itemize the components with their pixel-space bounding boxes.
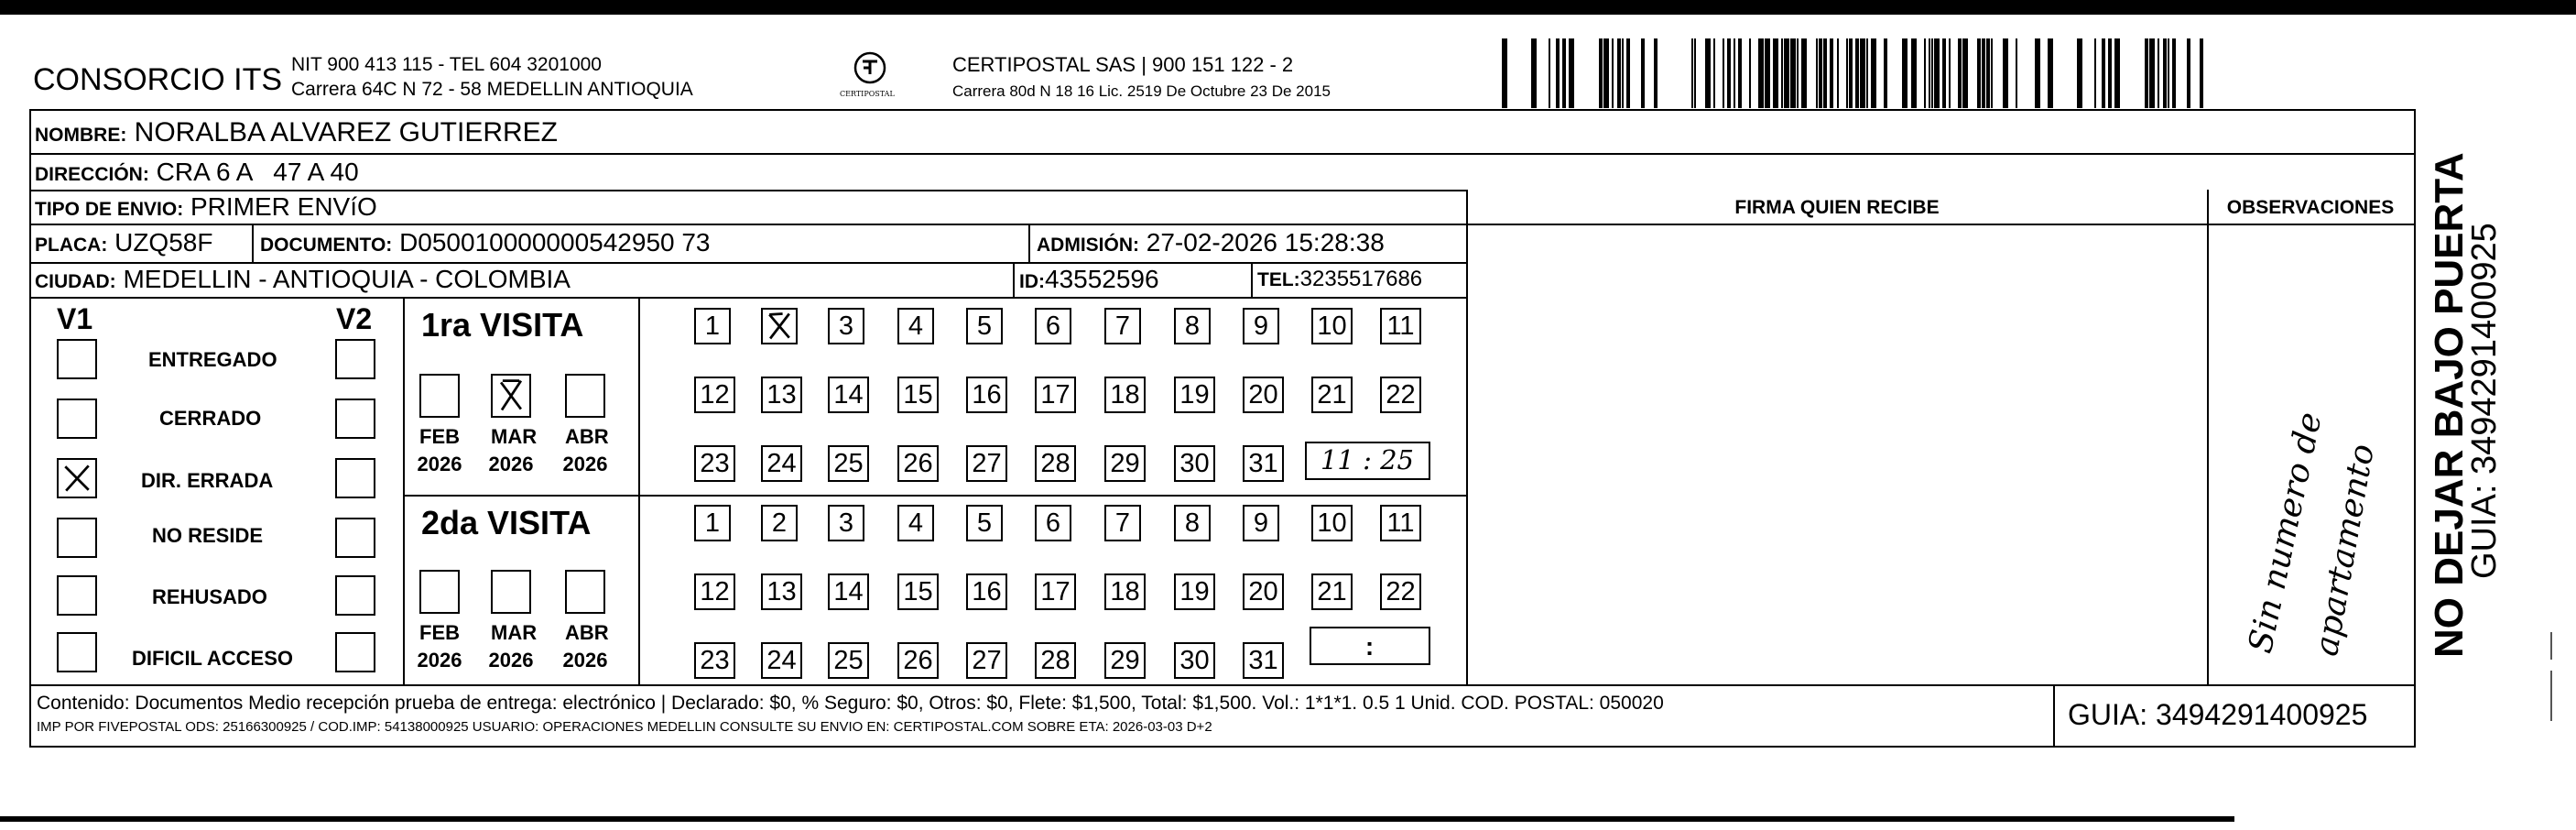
visit2-abr-checkbox[interactable] (565, 570, 605, 614)
visit1-mar-checkbox[interactable] (491, 374, 531, 418)
x-mark-icon (493, 376, 529, 416)
visit1-day-number: 5 (976, 311, 993, 341)
visit2-day-number: 25 (833, 645, 864, 675)
visit2-day-number: 23 (700, 645, 730, 675)
visit1-day-23-cell[interactable] (694, 445, 735, 482)
margin-tick (2550, 671, 2552, 721)
signature-area[interactable] (1469, 225, 2206, 683)
v1-entregado-checkbox[interactable] (57, 339, 97, 379)
visit2-day-21-cell[interactable] (1311, 573, 1353, 610)
visit-divider (403, 495, 1467, 497)
visit1-day-3-cell[interactable] (828, 308, 864, 344)
ciudad-cell (35, 267, 571, 292)
status-section-border (403, 297, 405, 685)
observaciones-note-line2: apartamento (2308, 441, 2382, 660)
form-top-border (29, 109, 2415, 111)
v1-label: V1 (57, 302, 93, 335)
visit1-day-2-cell[interactable] (761, 308, 798, 344)
visit2-day-number: 4 (908, 508, 924, 538)
visit2-day-number: 2 (771, 508, 788, 538)
logo-text: CERTIPOSTAL (840, 90, 895, 98)
tel-label: TEL: (1257, 269, 1300, 290)
status-rehusado-label: REHUSADO (152, 585, 267, 608)
visit2-mar-year: 2026 (488, 649, 534, 672)
v2-dificil-acceso-checkbox[interactable] (335, 632, 375, 672)
visit1-day-number: 14 (833, 379, 864, 410)
visit1-day-7-cell[interactable] (1104, 308, 1141, 344)
v2-cerrado-checkbox[interactable] (335, 399, 375, 439)
tipo-envio-row (35, 194, 377, 220)
visit1-day-24-cell[interactable] (761, 445, 802, 482)
visit2-day-number: 30 (1179, 645, 1210, 675)
footer-guia-border (2053, 684, 2055, 747)
visit1-day-28-cell[interactable] (1035, 445, 1076, 482)
visit1-day-number: 28 (1040, 448, 1071, 478)
visit2-day-25-cell[interactable] (828, 642, 869, 679)
ciudad-value: MEDELLIN - ANTIOQUIA - COLOMBIA (123, 265, 571, 293)
visit1-day-number: 31 (1248, 448, 1278, 478)
visit1-day-number: 17 (1040, 379, 1071, 410)
visit1-day-number: 20 (1248, 379, 1278, 410)
observaciones-note-line1: Sin numero de (2242, 409, 2330, 657)
status-entregado-label: ENTREGADO (148, 348, 277, 371)
visit1-day-16-cell[interactable] (966, 377, 1007, 413)
visit2-day-2-cell[interactable] (761, 505, 798, 541)
visit1-day-18-cell[interactable] (1104, 377, 1146, 413)
visit2-day-number: 27 (972, 645, 1002, 675)
visit2-day-6-cell[interactable] (1035, 505, 1071, 541)
visit1-day-number: 30 (1179, 448, 1210, 478)
visit2-day-15-cell[interactable] (897, 573, 939, 610)
status-cerrado-label: CERRADO (159, 407, 262, 430)
cell-separator (1251, 262, 1253, 298)
visit2-day-number: 12 (700, 576, 730, 606)
visit1-day-number: 21 (1317, 379, 1347, 410)
admision-label: ADMISIÓN: (1037, 235, 1139, 256)
visit1-day-20-cell[interactable] (1243, 377, 1284, 413)
id-cell (1019, 267, 1159, 292)
visit2-day-number: 22 (1386, 576, 1416, 606)
v1-dir-errada-checkbox[interactable] (57, 458, 97, 498)
form-left-border (29, 109, 31, 747)
admision-cell (1037, 230, 1385, 256)
visit1-day-number: 15 (903, 379, 933, 410)
visit1-day-19-cell[interactable] (1174, 377, 1215, 413)
certipostal-logo (838, 48, 902, 104)
visit2-day-number: 1 (704, 508, 721, 538)
certipostal-address: Carrera 80d N 18 16 Lic. 2519 De Octubre 23 De 2015 (952, 82, 1331, 100)
visit1-day-number: 22 (1386, 379, 1416, 410)
visit2-day-number: 20 (1248, 576, 1278, 606)
visit1-day-27-cell[interactable] (966, 445, 1007, 482)
visit1-day-10-cell[interactable] (1311, 308, 1353, 344)
visit-section-border (638, 297, 640, 685)
visit2-day-1-cell[interactable] (694, 505, 731, 541)
visit1-day-number: 1 (704, 311, 721, 341)
status-dir-errada-label: DIR. ERRADA (141, 469, 274, 492)
v1-rehusado-checkbox[interactable] (57, 575, 97, 616)
visit2-day-13-cell[interactable] (761, 573, 802, 610)
visit1-abr-checkbox[interactable] (565, 374, 605, 418)
visit2-day-16-cell[interactable] (966, 573, 1007, 610)
row-divider (29, 190, 1467, 191)
visit1-feb-year: 2026 (417, 453, 462, 475)
firma-header: FIRMA QUIEN RECIBE (1734, 197, 1940, 218)
visit2-day-number: 6 (1045, 508, 1061, 538)
visit2-feb-label: FEB (419, 621, 460, 644)
status-dificil-acceso-label: DIFICIL ACCESO (132, 647, 294, 670)
visit2-day-19-cell[interactable] (1174, 573, 1215, 610)
cell-separator (252, 224, 254, 263)
visit1-day-number: 18 (1110, 379, 1140, 410)
visit1-day-number: 4 (908, 311, 924, 341)
visit2-day-number: 9 (1253, 508, 1269, 538)
visit1-day-number: 24 (766, 448, 797, 478)
visit2-mar-checkbox[interactable] (491, 570, 531, 614)
visit2-day-number: 11 (1386, 508, 1415, 538)
company-nit: NIT 900 413 115 - TEL 604 3201000 (291, 54, 602, 75)
visit2-day-4-cell[interactable] (897, 505, 934, 541)
certipostal-info: CERTIPOSTAL SAS | 900 151 122 - 2 (952, 53, 1294, 76)
visit1-day-number: 8 (1184, 311, 1201, 341)
visit1-day-25-cell[interactable] (828, 445, 869, 482)
cell-separator (1028, 224, 1030, 263)
visit1-time-box[interactable] (1305, 442, 1430, 480)
company-address: Carrera 64C N 72 - 58 MEDELLIN ANTIOQUIA (291, 79, 693, 100)
visit2-day-29-cell[interactable] (1104, 642, 1146, 679)
visit1-day-number: 12 (700, 379, 730, 410)
visit1-day-11-cell[interactable] (1380, 308, 1421, 344)
v2-rehusado-checkbox[interactable] (335, 575, 375, 616)
visit1-mar-label: MAR (491, 425, 538, 448)
no-dejar-bajo-puerta-warning: NO DEJAR BAJO PUERTA (2427, 152, 2472, 658)
visit1-day-number: 13 (766, 379, 797, 410)
status-no-reside-label: NO RESIDE (152, 524, 264, 547)
v1-dificil-acceso-checkbox[interactable] (57, 632, 97, 672)
visit1-feb-checkbox[interactable] (419, 374, 460, 418)
firma-left-border (1466, 190, 1468, 685)
visit1-day-number: 9 (1253, 311, 1269, 341)
tel-value: 3235517686 (1299, 267, 1423, 291)
v1-cerrado-checkbox[interactable] (57, 399, 97, 439)
visit1-day-number: 3 (838, 311, 854, 341)
barcode (1502, 38, 2234, 108)
tel-cell (1257, 268, 1422, 290)
visit2-day-28-cell[interactable] (1035, 642, 1076, 679)
visit1-day-4-cell[interactable] (897, 308, 934, 344)
visit1-day-15-cell[interactable] (897, 377, 939, 413)
visit1-day-29-cell[interactable] (1104, 445, 1146, 482)
visit2-day-17-cell[interactable] (1035, 573, 1076, 610)
visit2-day-11-cell[interactable] (1380, 505, 1421, 541)
v1-no-reside-checkbox[interactable] (57, 518, 97, 558)
x-mark-icon (763, 310, 796, 343)
visit2-day-number: 3 (838, 508, 854, 538)
visit1-day-14-cell[interactable] (828, 377, 869, 413)
direccion-value: CRA 6 A 47 A 40 (156, 158, 359, 186)
v2-entregado-checkbox[interactable] (335, 339, 375, 379)
tipo-envio-value: PRIMER ENVíO (190, 192, 377, 221)
visit1-title: 1ra VISITA (421, 306, 584, 344)
form-right-border (2414, 109, 2416, 747)
ciudad-label: CIUDAD: (35, 271, 116, 292)
visit2-abr-label: ABR (565, 621, 609, 644)
nombre-row (35, 119, 558, 147)
visit2-day-number: 10 (1317, 508, 1347, 538)
visit1-day-31-cell[interactable] (1243, 445, 1284, 482)
admision-value: 27-02-2026 15:28:38 (1146, 228, 1385, 257)
visit2-feb-checkbox[interactable] (419, 570, 460, 614)
footer-guia: GUIA: 3494291400925 (2068, 698, 2368, 731)
visit2-day-8-cell[interactable] (1174, 505, 1211, 541)
visit2-day-10-cell[interactable] (1311, 505, 1353, 541)
footer-divider (29, 684, 2415, 686)
side-guia: GUIA: 3494291400925 (2465, 223, 2504, 579)
visit2-day-number: 31 (1248, 645, 1278, 675)
visit2-day-5-cell[interactable] (966, 505, 1003, 541)
visit1-day-17-cell[interactable] (1035, 377, 1076, 413)
footer-contenido: Contenido: Documentos Medio recepción prueba de entrega: electrónico | Declarado: $0, % Seguro: $0, Otros: $0, Flete: $1,500, Total: $1,500. Vol.: 1*1*1. 0.5 1 Unid. COD. POSTAL: 050020 (37, 693, 1664, 714)
tipo-envio-label: TIPO DE ENVIO: (35, 199, 184, 220)
visit1-day-number: 7 (1114, 311, 1131, 341)
visit1-mar-year: 2026 (488, 453, 534, 475)
observaciones-left-border (2207, 190, 2209, 685)
visit1-day-21-cell[interactable] (1311, 377, 1353, 413)
visit2-day-number: 5 (976, 508, 993, 538)
visit1-day-5-cell[interactable] (966, 308, 1003, 344)
margin-tick (2550, 632, 2552, 660)
visit2-day-number: 26 (903, 645, 933, 675)
visit2-day-number: 28 (1040, 645, 1071, 675)
visit1-day-8-cell[interactable] (1174, 308, 1211, 344)
visit1-day-13-cell[interactable] (761, 377, 802, 413)
visit2-day-number: 21 (1317, 576, 1347, 606)
visit1-day-12-cell[interactable] (694, 377, 735, 413)
visit1-day-number: 10 (1317, 311, 1347, 341)
nombre-label: NOMBRE: (35, 125, 127, 146)
visit2-day-26-cell[interactable] (897, 642, 939, 679)
visit2-day-24-cell[interactable] (761, 642, 802, 679)
visit2-mar-label: MAR (491, 621, 538, 644)
visit2-day-number: 13 (766, 576, 797, 606)
visit1-day-number: 16 (972, 379, 1002, 410)
visit2-day-number: 17 (1040, 576, 1071, 606)
visit1-day-number: 23 (700, 448, 730, 478)
footer-imp: IMP POR FIVEPOSTAL ODS: 25166300925 / COD.IMP: 54138000925 USUARIO: OPERACIONES MEDELLIN CONSULTE SU ENVIO EN: CERTIPOSTAL.COM SOBRE ETA: 2026-03-03 D+2 (37, 719, 1212, 735)
visit1-day-9-cell[interactable] (1243, 308, 1279, 344)
documento-label: DOCUMENTO: (260, 235, 393, 256)
visit2-title: 2da VISITA (421, 504, 592, 541)
visit2-day-9-cell[interactable] (1243, 505, 1279, 541)
visit2-feb-year: 2026 (417, 649, 462, 672)
visit1-day-number: 25 (833, 448, 864, 478)
visit2-day-number: 16 (972, 576, 1002, 606)
visit1-time-value: 11 : 25 (1320, 444, 1414, 475)
visit2-day-27-cell[interactable] (966, 642, 1007, 679)
visit1-day-number: 27 (972, 448, 1002, 478)
visit1-day-6-cell[interactable] (1035, 308, 1071, 344)
visit1-day-22-cell[interactable] (1380, 377, 1421, 413)
v2-dir-errada-checkbox[interactable] (335, 458, 375, 498)
placa-label: PLACA: (35, 235, 108, 256)
placa-cell (35, 230, 212, 256)
visit2-time-value: : (1364, 632, 1375, 661)
id-label: ID: (1019, 271, 1045, 292)
id-value: 43552596 (1045, 265, 1159, 293)
v2-label: V2 (336, 302, 373, 335)
visit2-day-number: 24 (766, 645, 797, 675)
visit1-day-number: 11 (1386, 311, 1415, 341)
visit2-day-number: 18 (1110, 576, 1140, 606)
visit2-day-31-cell[interactable] (1243, 642, 1284, 679)
bottom-cut-line (0, 816, 2234, 822)
company-name: CONSORCIO ITS (33, 62, 283, 97)
visit1-day-26-cell[interactable] (897, 445, 939, 482)
visit2-day-3-cell[interactable] (828, 505, 864, 541)
observaciones-header: OBSERVACIONES (2226, 197, 2395, 218)
x-mark-icon (59, 460, 95, 497)
visit2-day-30-cell[interactable] (1174, 642, 1215, 679)
visit2-day-22-cell[interactable] (1380, 573, 1421, 610)
visit1-day-1-cell[interactable] (694, 308, 731, 344)
visit1-abr-label: ABR (565, 425, 609, 448)
form-bottom-border (29, 746, 2416, 748)
visit2-day-23-cell[interactable] (694, 642, 735, 679)
visit2-day-number: 29 (1110, 645, 1140, 675)
visit2-abr-year: 2026 (562, 649, 608, 672)
visit1-day-30-cell[interactable] (1174, 445, 1215, 482)
visit1-abr-year: 2026 (562, 453, 608, 475)
v2-no-reside-checkbox[interactable] (335, 518, 375, 558)
placa-value: UZQ58F (114, 228, 213, 257)
nombre-value: NORALBA ALVAREZ GUTIERREZ (134, 117, 559, 147)
visit2-day-number: 7 (1114, 508, 1131, 538)
visit2-day-number: 8 (1184, 508, 1201, 538)
visit2-day-7-cell[interactable] (1104, 505, 1141, 541)
direccion-row (35, 159, 359, 185)
visit2-day-18-cell[interactable] (1104, 573, 1146, 610)
direccion-label: DIRECCIÓN: (35, 164, 149, 185)
visit2-day-number: 14 (833, 576, 864, 606)
documento-cell (260, 230, 711, 256)
visit1-day-number: 19 (1179, 379, 1210, 410)
cell-separator (1013, 262, 1015, 298)
top-border-bar (0, 0, 2576, 15)
visit1-feb-label: FEB (419, 425, 460, 448)
visit2-time-box[interactable] (1310, 627, 1430, 665)
row-divider (29, 153, 2415, 155)
documento-value: D050010000000542950 73 (399, 228, 711, 257)
visit2-day-14-cell[interactable] (828, 573, 869, 610)
visit1-day-number: 6 (1045, 311, 1061, 341)
visit2-day-12-cell[interactable] (694, 573, 735, 610)
visit2-day-number: 15 (903, 576, 933, 606)
visit1-day-number: 26 (903, 448, 933, 478)
visit2-day-number: 19 (1179, 576, 1210, 606)
visit2-day-20-cell[interactable] (1243, 573, 1284, 610)
visit1-day-number: 29 (1110, 448, 1140, 478)
